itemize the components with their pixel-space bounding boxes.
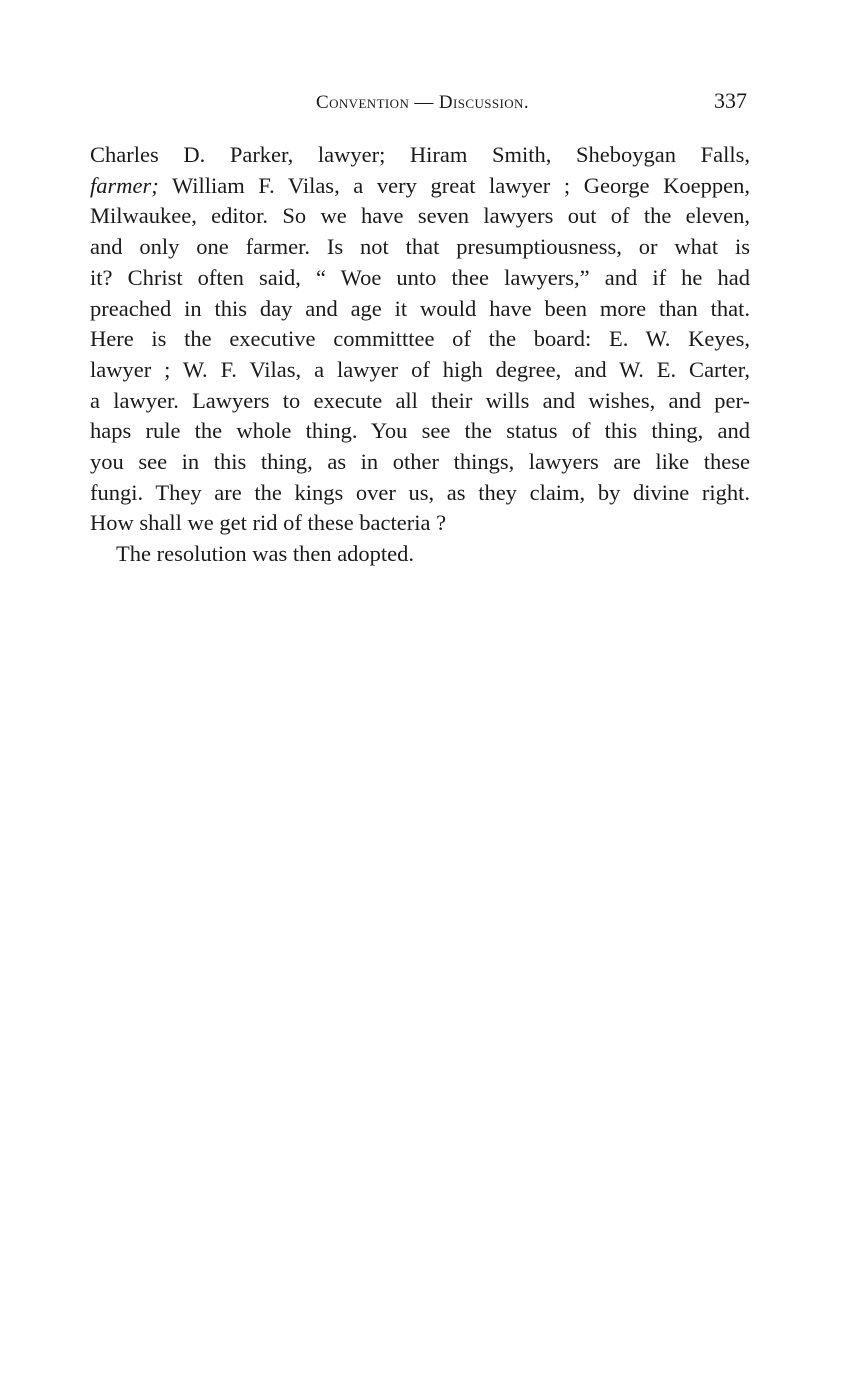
text-line: and only one farmer. Is not that presumptiousness, or what is — [90, 234, 750, 260]
text-line: a lawyer. Lawyers to execute all their wills and wishes, and per- — [90, 387, 750, 413]
text-line: fungi. They are the kings over us, as they claim, by divine right. — [90, 479, 750, 505]
running-head-title: Convention — Discussion. — [316, 92, 529, 113]
text-line: preached in this day and age it would have been more than that. — [90, 295, 750, 321]
text-line: farmer; William F. Vilas, a very great lawyer ; George Koeppen, — [90, 172, 750, 198]
body-text — [90, 140, 750, 570]
italic-word: farmer; — [90, 172, 159, 198]
text-line: Here is the executive committtee of the board: E. W. Keyes, — [90, 326, 750, 352]
paragraph-resolution: The resolution was then adopted. — [116, 541, 415, 567]
text-line: Milwaukee, editor. So we have seven lawyers out of the eleven, — [90, 203, 750, 229]
text-line: you see in this thing, as in other things, lawyers are like these — [90, 449, 750, 475]
paragraph-speech — [90, 140, 750, 539]
text-line: lawyer ; W. F. Vilas, a lawyer of high degree, and W. E. Carter, — [90, 356, 750, 382]
text-line: Charles D. Parker, lawyer; Hiram Smith, Sheboygan Falls, — [90, 142, 750, 167]
page-number: 337 — [714, 88, 747, 113]
text-line: How shall we get rid of these bacteria ? — [90, 510, 447, 536]
running-head — [90, 88, 755, 118]
text-line: haps rule the whole thing. You see the status of this thing, and — [90, 418, 750, 444]
text-line: it? Christ often said, “ Woe unto thee lawyers,” and if he had — [90, 264, 750, 290]
